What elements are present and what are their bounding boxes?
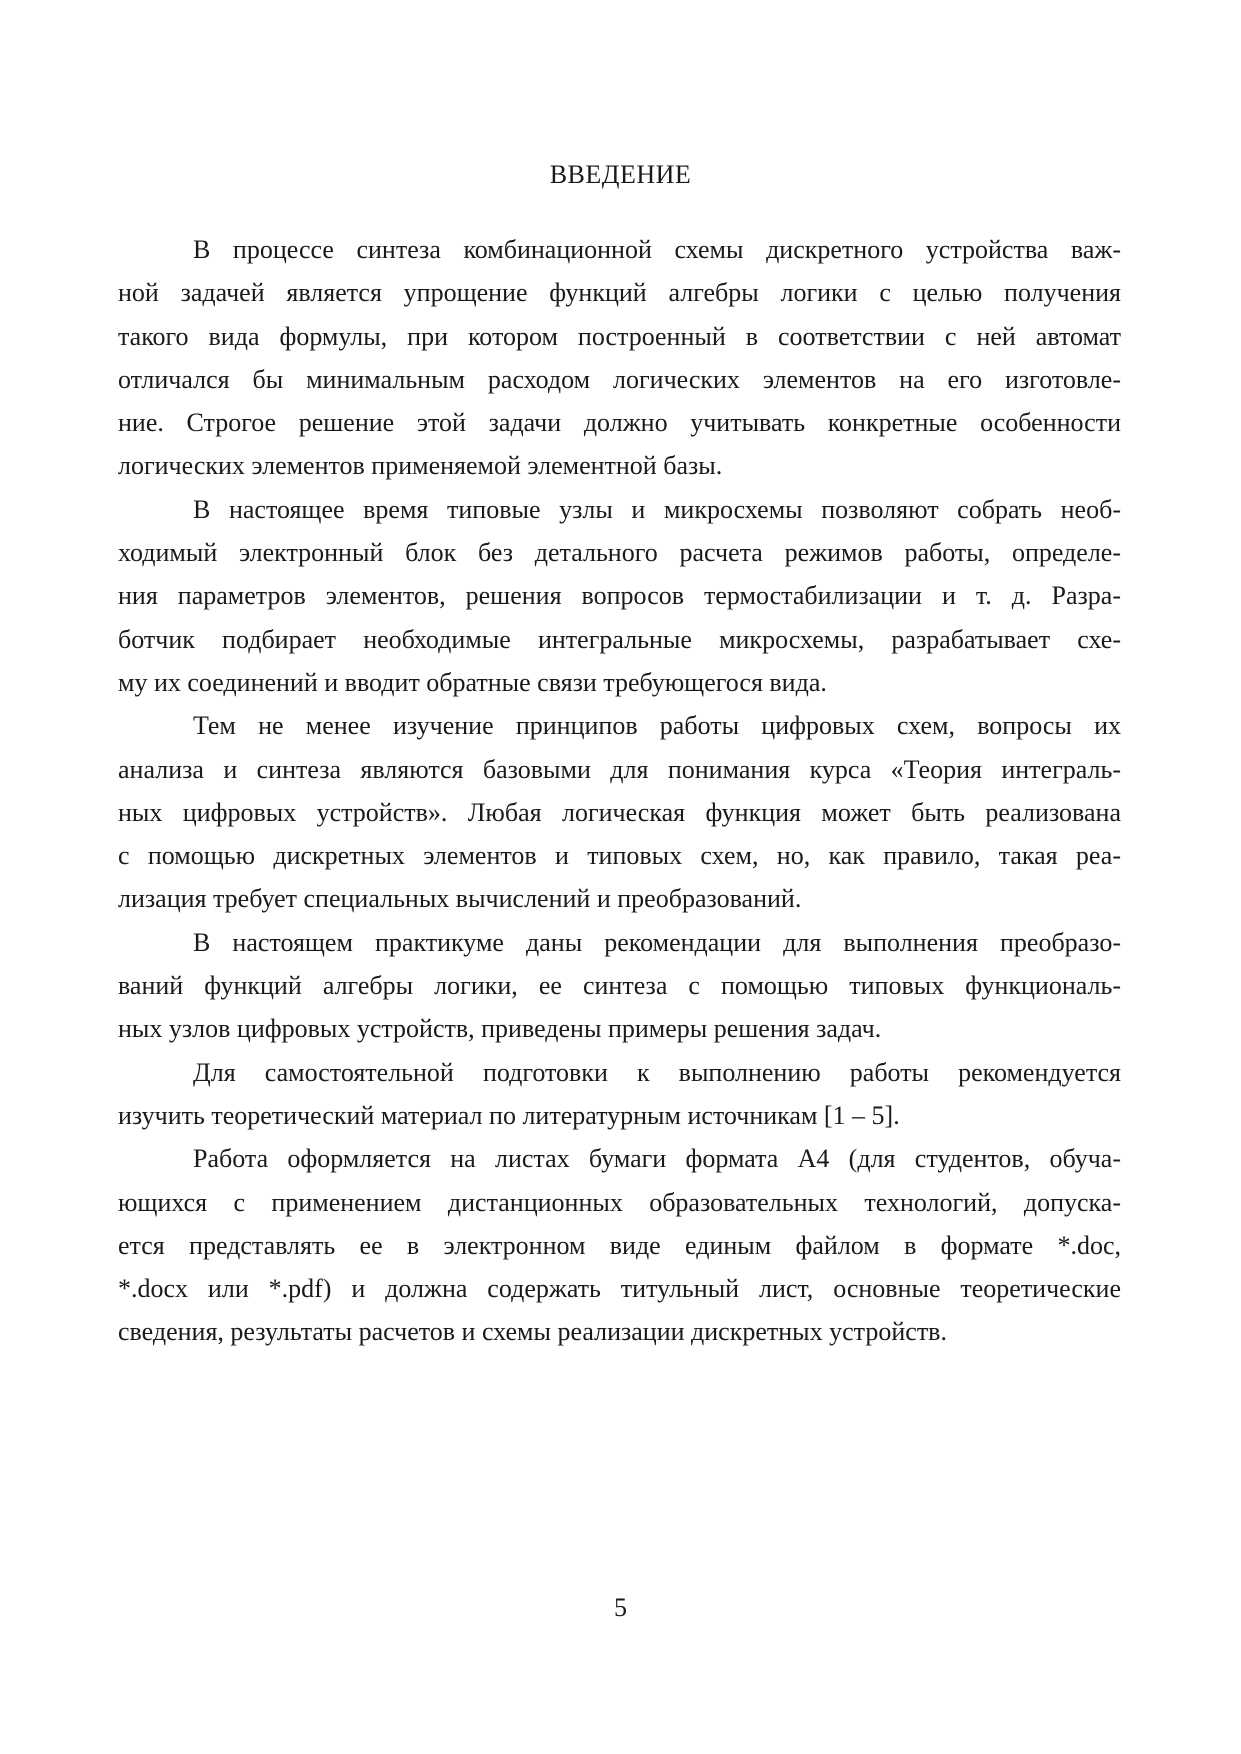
text-line: ных цифровых устройств». Любая логическая функция может быть реализована: [118, 797, 1121, 827]
paragraph-4: [118, 921, 1121, 1051]
paragraph-1: [118, 228, 1121, 488]
text-line: В настоящем практикуме даны рекомендации для выполнения преобразо-: [193, 927, 1121, 957]
text-line: лизация требует специальных вычислений и преобразований.: [118, 884, 802, 914]
paragraph-3: [118, 704, 1121, 920]
text-line: ния параметров элементов, решения вопросов термостабилизации и т. д. Разра-: [118, 581, 1121, 611]
body-text: [118, 228, 1121, 1354]
text-line: изучить теоретический материал по литературным источникам [1 – 5].: [118, 1100, 900, 1130]
text-line: В настоящее время типовые узлы и микросхемы позволяют собрать необ-: [193, 494, 1121, 524]
text-line: логических элементов применяемой элементной базы.: [118, 451, 723, 481]
page-title: ВВЕДЕНИЕ: [549, 160, 692, 189]
text-line: ходимый электронный блок без детального расчета режимов работы, определе-: [118, 538, 1121, 568]
text-line: *.docx или *.pdf) и должна содержать титульный лист, основные теоретические: [118, 1274, 1121, 1304]
text-line: ботчик подбирает необходимые интегральные микросхемы, разрабатывает схе-: [118, 624, 1121, 654]
paragraph-2: [118, 488, 1121, 704]
text-line: анализа и синтеза являются базовыми для понимания курса «Теория интеграль-: [118, 754, 1121, 784]
text-line: ние. Строгое решение этой задачи должно учитывать конкретные особенности: [118, 408, 1121, 438]
text-line: ной задачей является упрощение функций алгебры логики с целью получения: [118, 278, 1121, 308]
text-line: ющихся с применением дистанционных образовательных технологий, допуска-: [118, 1187, 1121, 1217]
text-line: В процессе синтеза комбинационной схемы дискретного устройства важ-: [193, 235, 1121, 264]
text-line: ется представлять ее в электронном виде единым файлом в формате *.doc,: [118, 1230, 1121, 1260]
text-line: ваний функций алгебры логики, ее синтеза с помощью типовых функциональ-: [118, 971, 1121, 1001]
text-line: отличался бы минимальным расходом логических элементов на его изготовле-: [118, 364, 1121, 394]
text-line: с помощью дискретных элементов и типовых схем, но, как правило, такая реа-: [118, 841, 1121, 871]
text-line: Для самостоятельной подготовки к выполнению работы рекомендуется: [193, 1057, 1121, 1087]
text-line: му их соединений и вводит обратные связи требующегося вида.: [118, 667, 827, 697]
page-number: 5: [614, 1593, 627, 1622]
paragraph-6: [118, 1137, 1121, 1353]
text-line: такого вида формулы, при котором построенный в соответствии с ней автомат: [118, 321, 1121, 351]
text-line: Работа оформляется на листах бумаги формата А4 (для студентов, обуча-: [193, 1144, 1121, 1174]
text-line: сведения, результаты расчетов и схемы реализации дискретных устройств.: [118, 1317, 947, 1347]
text-line: ных узлов цифровых устройств, приведены примеры решения задач.: [118, 1014, 882, 1044]
paragraph-5: [118, 1051, 1121, 1138]
text-line: Тем не менее изучение принципов работы цифровых схем, вопросы их: [193, 711, 1121, 741]
